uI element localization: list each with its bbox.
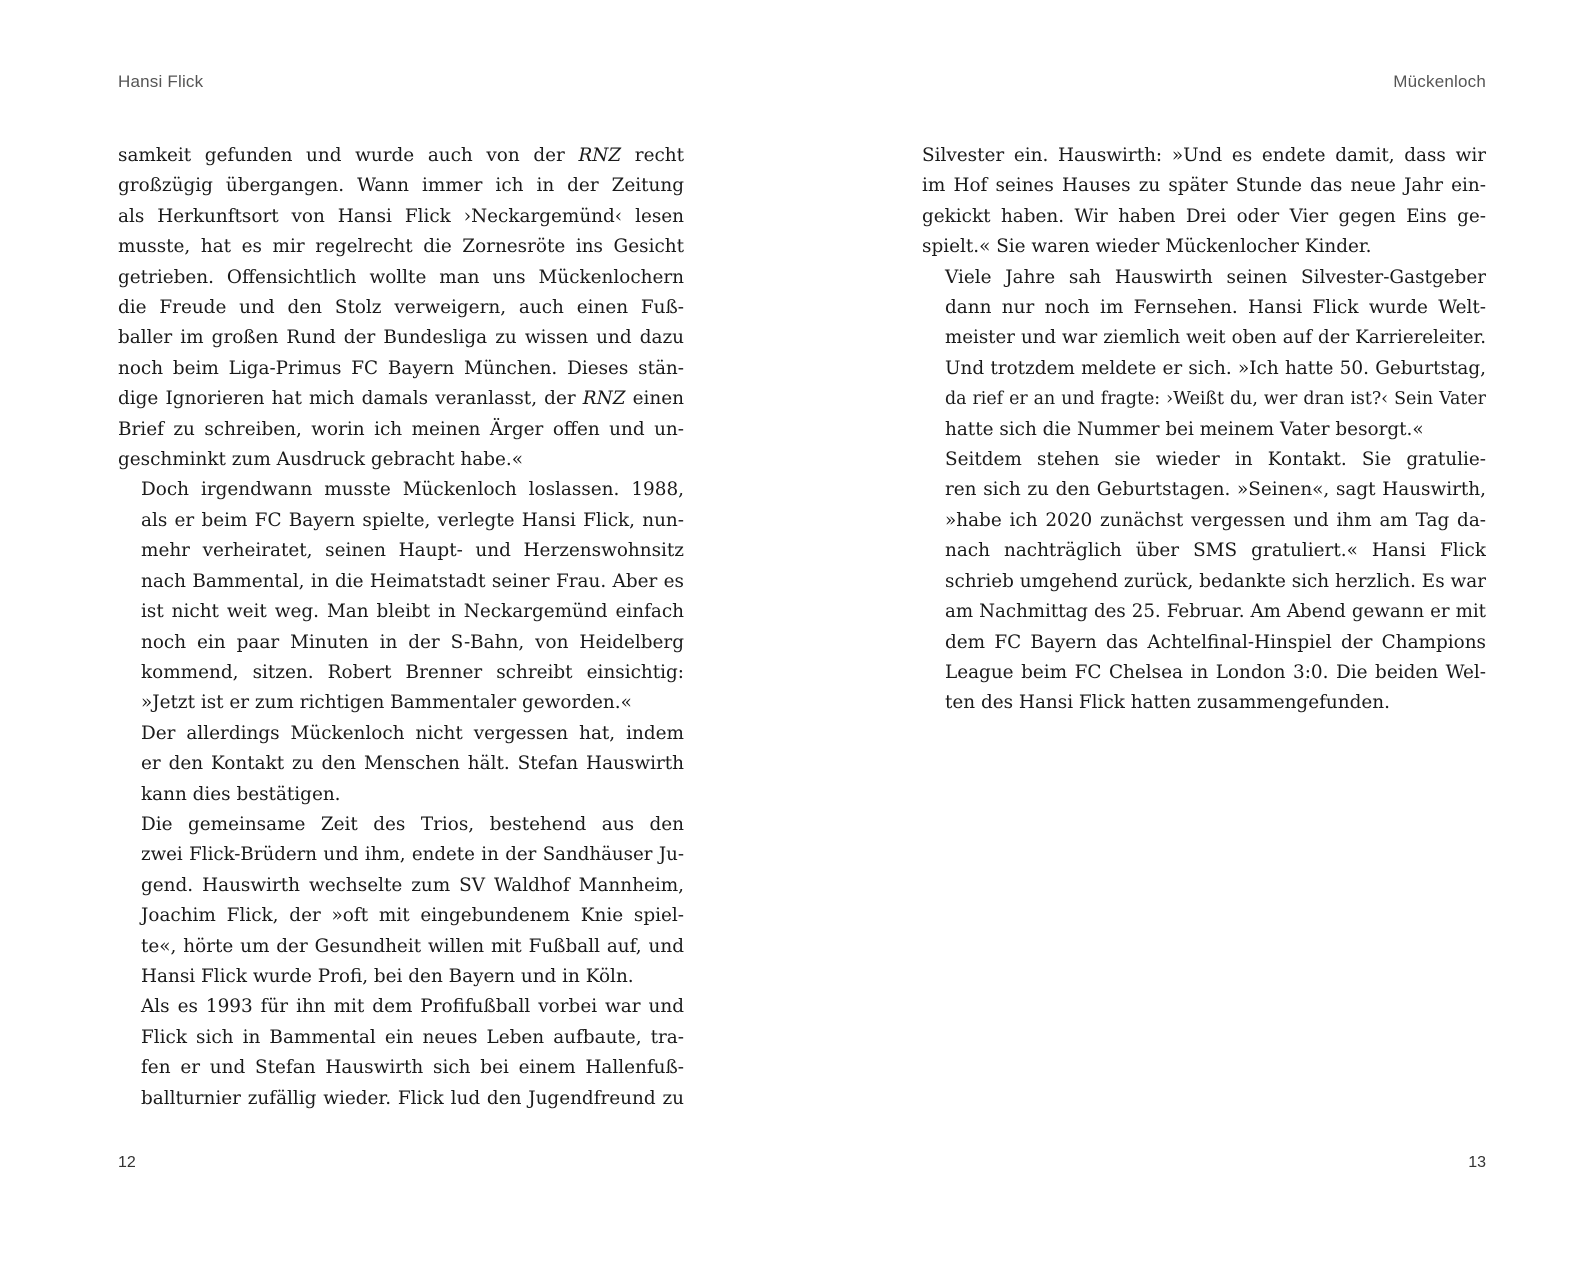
- text-segment: zwei Flick-Brüdern und ihm, endete in der Sandhäuser Ju-: [141, 844, 684, 866]
- text-segment: Silvester ein. Hauswirth: »Und es endete damit, dass wir: [922, 145, 1486, 166]
- text-segment: te«, hörte um der Gesundheit willen mit Fußball auf, und: [141, 935, 684, 957]
- text-line: [118, 992, 684, 1022]
- text-line: [922, 506, 1486, 536]
- text-line: [118, 202, 684, 232]
- text-segment: ren sich zu den Geburtstagen. »Seinen«, sagt Hauswirth,: [945, 479, 1486, 501]
- text-segment: Die gemeinsame Zeit des Trios, bestehend aus den: [141, 813, 684, 835]
- text-segment: spielt.« Sie waren wieder Mückenlocher Kinder.: [922, 236, 1372, 258]
- text-segment: da rief er an und fragte: ›Weißt du, wer dran ist?‹ Sein Vater: [945, 389, 1486, 410]
- text-line: [118, 415, 684, 445]
- text-segment: ist nicht weit weg. Man bleibt in Neckargemünd einfach: [141, 601, 684, 623]
- text-line: [118, 628, 684, 658]
- text-line: [922, 293, 1486, 323]
- paragraph: [922, 445, 1486, 719]
- page-number-left: 12: [118, 1154, 136, 1171]
- italic-term: RNZ: [578, 145, 622, 166]
- text-segment: geschminkt zum Ausdruck gebracht habe.«: [118, 449, 523, 471]
- text-segment: er den Kontakt zu den Menschen hält. Stefan Hauswirth: [141, 753, 684, 775]
- paragraph: [922, 141, 1486, 263]
- text-line: [922, 384, 1486, 414]
- text-line: [118, 597, 684, 627]
- text-line: [118, 962, 684, 992]
- text-line: [118, 1084, 684, 1114]
- text-segment: gekickt haben. Wir haben Drei oder Vier gegen Eins ge-: [922, 205, 1486, 227]
- text-line: [922, 688, 1486, 718]
- text-segment: Als es 1993 für ihn mit dem Profifußball vorbei war und: [141, 996, 684, 1018]
- text-line: [118, 871, 684, 901]
- text-segment: hatte sich die Nummer bei meinem Vater besorgt.«: [945, 418, 1424, 440]
- text-segment: ballturnier zufällig wieder. Flick lud den Jugendfreund zu: [141, 1087, 684, 1109]
- text-segment: getrieben. Offensichtlich wollte man uns Mückenlochern: [118, 266, 684, 288]
- text-line: [922, 323, 1486, 353]
- text-line: [118, 688, 684, 718]
- text-segment: schrieb umgehend zurück, bedankte sich herzlich. Es war: [945, 570, 1486, 592]
- text-segment: einen: [625, 388, 684, 410]
- text-segment: »habe ich 2020 zunächst vergessen und ihm am Tag da-: [945, 509, 1486, 531]
- text-line: [118, 263, 684, 293]
- text-line: [922, 202, 1486, 232]
- body-text-right: [922, 141, 1486, 719]
- text-line: [118, 354, 684, 384]
- text-segment: noch beim Liga-Primus FC Bayern München. Dieses stän-: [118, 357, 684, 379]
- running-head-left: Hansi Flick: [118, 72, 204, 91]
- text-segment: Joachim Flick, der »oft mit eingebundenem Knie spiel-: [141, 905, 684, 927]
- text-segment: Der allerdings Mückenloch nicht vergessen hat, indem: [141, 722, 684, 744]
- text-line: [118, 932, 684, 962]
- italic-term: RNZ: [582, 388, 626, 410]
- text-segment: im Hof seines Hauses zu später Stunde das neue Jahr ein-: [922, 175, 1486, 197]
- page-number-right: 13: [1468, 1154, 1486, 1171]
- text-line: [922, 141, 1486, 171]
- text-segment: League beim FC Chelsea in London 3:0. Die beiden Wel-: [945, 661, 1486, 683]
- text-line: [922, 536, 1486, 566]
- text-segment: samkeit gefunden und wurde auch von der: [118, 145, 579, 166]
- text-line: [118, 810, 684, 840]
- text-segment: dem FC Bayern das Achtelfinal-Hinspiel der Champions: [945, 631, 1486, 653]
- text-segment: dige Ignorieren hat mich damals veranlasst, der: [118, 388, 583, 410]
- left-page: [118, 0, 684, 1270]
- text-line: [118, 323, 684, 353]
- text-segment: fen er und Stefan Hauswirth sich bei einem Hallenfuß-: [141, 1057, 684, 1079]
- text-segment: Doch irgendwann musste Mückenloch loslassen. 1988,: [141, 479, 684, 501]
- text-line: [922, 415, 1486, 445]
- text-segment: Und trotzdem meldete er sich. »Ich hatte 50. Geburtstag,: [945, 357, 1486, 379]
- text-segment: kommend, sitzen. Robert Brenner schreibt einsichtig:: [141, 661, 684, 683]
- text-line: [118, 384, 684, 414]
- paragraph: [118, 810, 684, 992]
- text-segment: recht: [621, 145, 684, 166]
- text-line: [118, 171, 684, 201]
- text-segment: Flick sich in Bammental ein neues Leben aufbaute, tra-: [141, 1026, 684, 1048]
- text-segment: Viele Jahre sah Hauswirth seinen Silvester-Gastgeber: [945, 266, 1486, 288]
- text-segment: baller im großen Rund der Bundesliga zu wissen und dazu: [118, 327, 684, 349]
- text-segment: meister und war ziemlich weit oben auf der Karriereleiter.: [945, 327, 1486, 349]
- text-line: [118, 445, 684, 475]
- text-segment: großzügig übergangen. Wann immer ich in der Zeitung: [118, 175, 684, 197]
- text-segment: mehr verheiratet, seinen Haupt- und Herzenswohnsitz: [141, 540, 684, 562]
- paragraph: [118, 141, 684, 475]
- text-segment: als er beim FC Bayern spielte, verlegte Hansi Flick, nun-: [141, 509, 684, 531]
- text-segment: dann nur noch im Fernsehen. Hansi Flick wurde Welt-: [945, 297, 1486, 319]
- text-segment: nach nachträglich über SMS gratuliert.« Hansi Flick: [945, 540, 1486, 562]
- text-segment: nach Bammental, in die Heimatstadt seiner Frau. Aber es: [141, 570, 684, 592]
- text-line: [118, 901, 684, 931]
- text-line: [922, 171, 1486, 201]
- text-line: [118, 1023, 684, 1053]
- text-segment: kann dies bestätigen.: [141, 783, 341, 805]
- text-line: [922, 658, 1486, 688]
- text-line: [922, 354, 1486, 384]
- text-line: [922, 475, 1486, 505]
- text-line: [922, 597, 1486, 627]
- text-line: [118, 749, 684, 779]
- text-line: [922, 628, 1486, 658]
- paragraph: [118, 992, 684, 1114]
- text-line: [922, 263, 1486, 293]
- text-segment: Hansi Flick wurde Profi, bei den Bayern und in Köln.: [141, 965, 634, 987]
- running-head-right: Mückenloch: [1393, 72, 1486, 91]
- text-line: [922, 445, 1486, 475]
- text-segment: die Freude und den Stolz verweigern, auch einen Fuß-: [118, 297, 684, 319]
- right-page: [922, 0, 1486, 1270]
- paragraph: [118, 475, 684, 718]
- text-line: [118, 293, 684, 323]
- text-segment: noch ein paar Minuten in der S-Bahn, von Heidelberg: [141, 631, 684, 653]
- text-segment: gend. Hauswirth wechselte zum SV Waldhof Mannheim,: [141, 874, 684, 896]
- text-segment: Brief zu schreiben, worin ich meinen Ärger offen und un-: [118, 418, 684, 440]
- text-line: [118, 141, 684, 171]
- paragraph: [118, 719, 684, 810]
- text-segment: Seitdem stehen sie wieder in Kontakt. Sie gratulie-: [945, 449, 1486, 471]
- text-line: [118, 658, 684, 688]
- text-segment: als Herkunftsort von Hansi Flick ›Neckargemünd‹ lesen: [118, 205, 684, 227]
- body-text-left: [118, 141, 684, 1114]
- text-segment: musste, hat es mir regelrecht die Zornesröte ins Gesicht: [118, 236, 684, 258]
- text-line: [118, 567, 684, 597]
- text-line: [118, 475, 684, 505]
- text-line: [118, 232, 684, 262]
- text-line: [922, 232, 1486, 262]
- text-line: [118, 780, 684, 810]
- text-line: [118, 1053, 684, 1083]
- text-segment: am Nachmittag des 25. Februar. Am Abend gewann er mit: [945, 601, 1486, 623]
- text-line: [118, 536, 684, 566]
- text-line: [118, 719, 684, 749]
- text-line: [118, 506, 684, 536]
- text-segment: »Jetzt ist er zum richtigen Bammentaler geworden.«: [141, 692, 632, 714]
- text-segment: ten des Hansi Flick hatten zusammengefunden.: [945, 692, 1390, 714]
- text-line: [922, 567, 1486, 597]
- text-line: [118, 840, 684, 870]
- paragraph: [922, 263, 1486, 445]
